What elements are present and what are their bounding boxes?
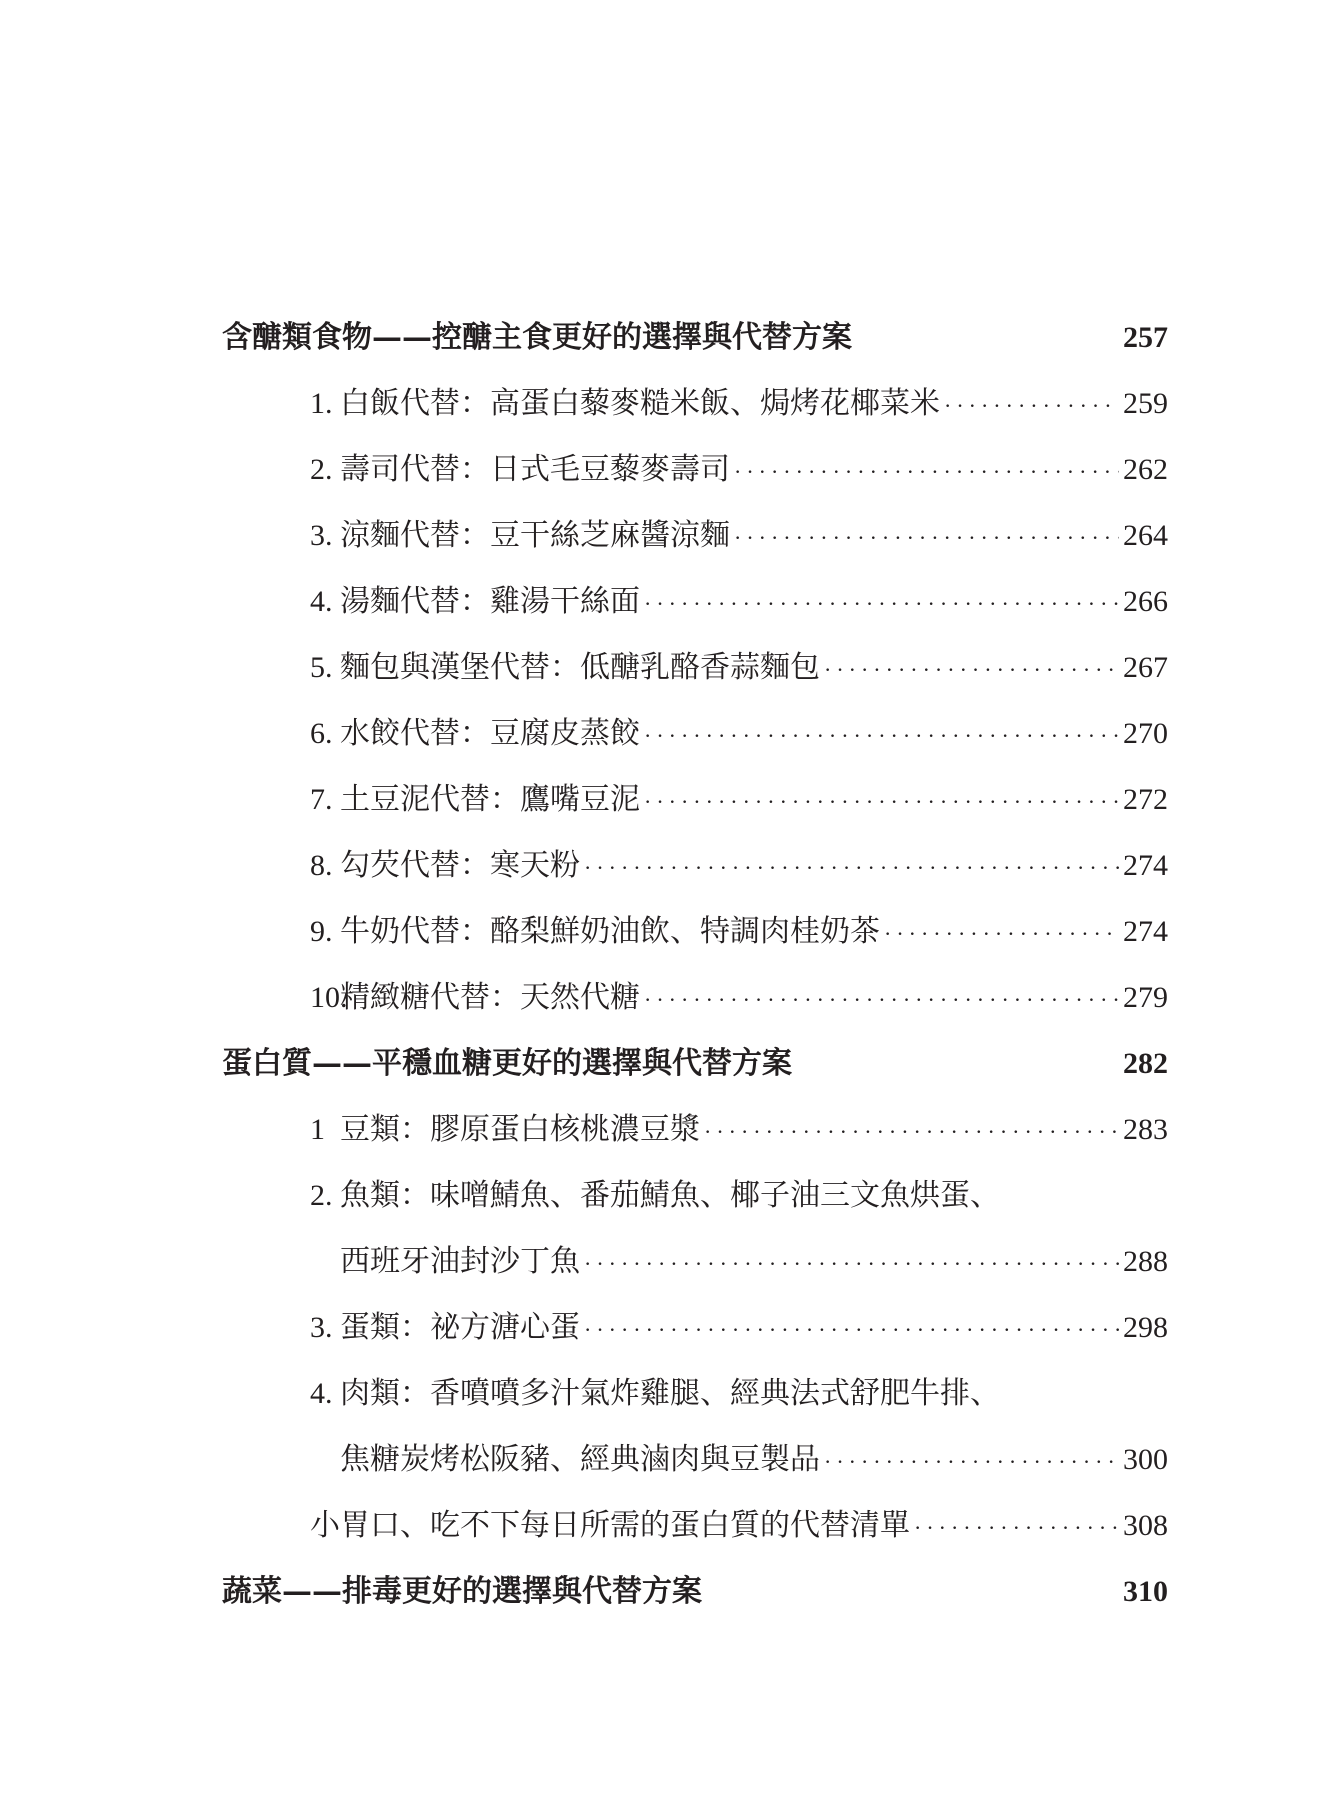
toc-section-heading[interactable] [222,1566,1168,1610]
entry-title: 魚類：味噌鯖魚、番茄鯖魚、椰子油三文魚烘蛋、 [340,1178,1000,1213]
dot-leader [914,1517,1119,1539]
toc-entry[interactable] [310,576,1168,620]
toc-entry[interactable] [310,708,1168,752]
toc-entry-continued[interactable] [340,1236,1168,1280]
section-title: 蛋白質——平穩血糖更好的選擇與代替方案 [222,1046,792,1081]
dot-leader [644,989,1119,1011]
entry-number: 3. [310,519,333,552]
entry-number: 8. [310,849,333,882]
entry-title: 蛋類：祕方溏心蛋 [340,1310,580,1345]
toc-entry[interactable] [310,1302,1168,1346]
entry-number: 4. [310,1377,333,1410]
toc-entry[interactable] [310,510,1168,554]
section-page-number: 310 [1123,1575,1168,1608]
entry-number: 1. [310,387,333,420]
entry-number: 5. [310,651,333,684]
entry-title: 牛奶代替：酪梨鮮奶油飲、特調肉桂奶茶 [340,914,880,949]
entry-number: 6. [310,717,333,750]
entry-title: 西班牙油封沙丁魚 [340,1244,580,1279]
toc-section-heading[interactable] [222,1038,1168,1082]
entry-number: 10. [310,981,348,1014]
dot-leader [644,593,1119,615]
entry-number: 7. [310,783,333,816]
entry-title: 小胃口、吃不下每日所需的蛋白質的代替清單 [310,1508,910,1543]
entry-title: 土豆泥代替：鷹嘴豆泥 [340,782,640,817]
dot-leader [584,1253,1119,1275]
entry-page-number: 298 [1123,1311,1168,1344]
entry-page-number: 274 [1123,915,1168,948]
dot-leader [734,527,1119,549]
section-title: 蔬菜——排毒更好的選擇與代替方案 [222,1574,702,1609]
entry-number: 2. [310,1179,333,1212]
entry-page-number: 279 [1123,981,1168,1014]
entry-title: 壽司代替：日式毛豆藜麥壽司 [340,452,730,487]
entry-title: 焦糖炭烤松阪豬、經典滷肉與豆製品 [340,1442,820,1477]
entry-page-number: 262 [1123,453,1168,486]
entry-page-number: 300 [1123,1443,1168,1476]
dot-leader [884,923,1119,945]
dot-leader [824,659,1119,681]
toc-entry[interactable] [310,840,1168,884]
dot-leader [644,791,1119,813]
entry-page-number: 283 [1123,1113,1168,1146]
entry-page-number: 308 [1123,1509,1168,1542]
entry-title: 湯麵代替：雞湯干絲面 [340,584,640,619]
toc-entry[interactable] [310,1104,1168,1148]
entry-page-number: 266 [1123,585,1168,618]
dot-leader [824,1451,1119,1473]
entry-title: 涼麵代替：豆干絲芝麻醬涼麵 [340,518,730,553]
entry-number: 4. [310,585,333,618]
entry-title: 麵包與漢堡代替：低醣乳酪香蒜麵包 [340,650,820,685]
entry-page-number: 274 [1123,849,1168,882]
entry-number: 3. [310,1311,333,1344]
entry-number: 2. [310,453,333,486]
dot-leader [944,395,1119,417]
toc-entry[interactable] [310,642,1168,686]
dot-leader [644,725,1119,747]
dot-leader [584,857,1119,879]
entry-number: 9. [310,915,333,948]
section-title: 含醣類食物——控醣主食更好的選擇與代替方案 [222,320,852,355]
toc-entry-continued[interactable] [340,1434,1168,1478]
entry-page-number: 272 [1123,783,1168,816]
entry-title: 勾芡代替：寒天粉 [340,848,580,883]
entry-title: 豆類：膠原蛋白核桃濃豆漿 [340,1112,700,1147]
entry-title: 精緻糖代替：天然代糖 [340,980,640,1015]
dot-leader [734,461,1119,483]
entry-number: 1 [310,1113,325,1146]
entry-page-number: 267 [1123,651,1168,684]
entry-page-number: 259 [1123,387,1168,420]
entry-title: 水餃代替：豆腐皮蒸餃 [340,716,640,751]
entry-page-number: 288 [1123,1245,1168,1278]
toc-entry[interactable] [310,1500,1168,1544]
section-page-number: 282 [1123,1047,1168,1080]
entry-page-number: 270 [1123,717,1168,750]
dot-leader [584,1319,1119,1341]
toc-entry[interactable] [310,378,1168,422]
toc-entry[interactable] [310,906,1168,950]
toc-entry[interactable] [310,1368,1168,1412]
dot-leader [704,1121,1119,1143]
entry-title: 肉類：香噴噴多汁氣炸雞腿、經典法式舒肥牛排、 [340,1376,1000,1411]
toc-section-heading[interactable] [222,312,1168,356]
toc-entry[interactable] [310,774,1168,818]
entry-page-number: 264 [1123,519,1168,552]
entry-title: 白飯代替：高蛋白藜麥糙米飯、焗烤花椰菜米 [340,386,940,421]
toc-entry[interactable] [310,1170,1168,1214]
toc-entry[interactable] [310,444,1168,488]
section-page-number: 257 [1123,321,1168,354]
toc-entry[interactable] [310,972,1168,1016]
